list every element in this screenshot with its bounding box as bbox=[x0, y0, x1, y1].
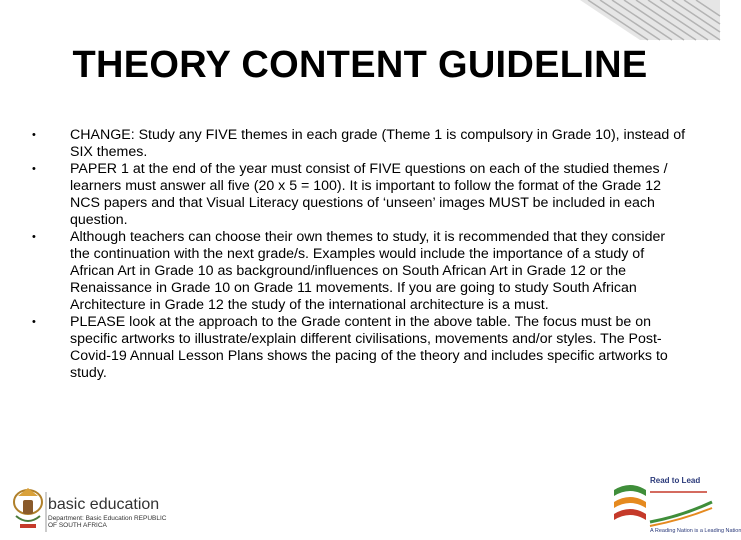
read-to-lead-title: Read to Lead bbox=[650, 476, 701, 485]
bullet-keyword: PAPER 1 bbox=[70, 161, 129, 177]
department-subtext: Department: Basic Education REPUBLIC OF SOUTH AFRICA bbox=[48, 515, 167, 529]
bullet-text: : Study any FIVE themes in each grade (Theme 1 is compulsory in Grade 10), instead of SIX themes. bbox=[70, 127, 686, 160]
read-to-lead-books-icon bbox=[612, 462, 717, 538]
bullet-item-please bbox=[26, 314, 686, 382]
bullet-item-paper1 bbox=[26, 161, 686, 229]
bullet-text: at the end of the year must consist of FIVE questions on each of the studied themes / learners must answer all five (20 x 5 = 100). It is important to follow the format of the Grade 12 NCS papers and that Visual Literacy questions of ‘unseen’ images MUST be included in each question. bbox=[70, 161, 668, 228]
department-name: basic education bbox=[48, 496, 160, 513]
corner-stripes-decoration bbox=[520, 0, 720, 40]
bullet-list bbox=[26, 127, 686, 382]
bullet-item-change bbox=[26, 127, 686, 161]
bullet-dot-icon: • bbox=[32, 231, 36, 243]
bullet-dot-icon: • bbox=[32, 163, 36, 175]
bullet-keyword: PLEASE bbox=[70, 314, 126, 330]
bullet-text: Although teachers can choose their own themes to study, it is recommended that they consider the continuation with the next grade/s. Examples would include the importance of a study of African Art in Grade 10 as background/influences on South African Art in Grade 12 or the Renaissance in Grade 10 on Grade 11 movements. If you are going to study South African Architecture in Grade 12 the study of the international architecture is a must. bbox=[70, 229, 666, 313]
slide-title: THEORY CONTENT GUIDELINE bbox=[72, 44, 648, 86]
read-to-lead-tagline: A Reading Nation is a Leading Nation bbox=[650, 528, 741, 534]
bullet-keyword: CHANGE bbox=[70, 127, 131, 143]
bullet-text: look at the approach to the Grade content in the above table. The focus must be on specific artworks to illustrate/explain different civilisations, movements and/or styles. The Post-Covid-19 Annual Lesson Plans shows the pacing of the theory and includes specific artworks to study. bbox=[70, 314, 668, 381]
bullet-dot-icon: • bbox=[32, 129, 36, 141]
bullet-item-themes bbox=[26, 229, 686, 314]
bullet-dot-icon: • bbox=[32, 316, 36, 328]
